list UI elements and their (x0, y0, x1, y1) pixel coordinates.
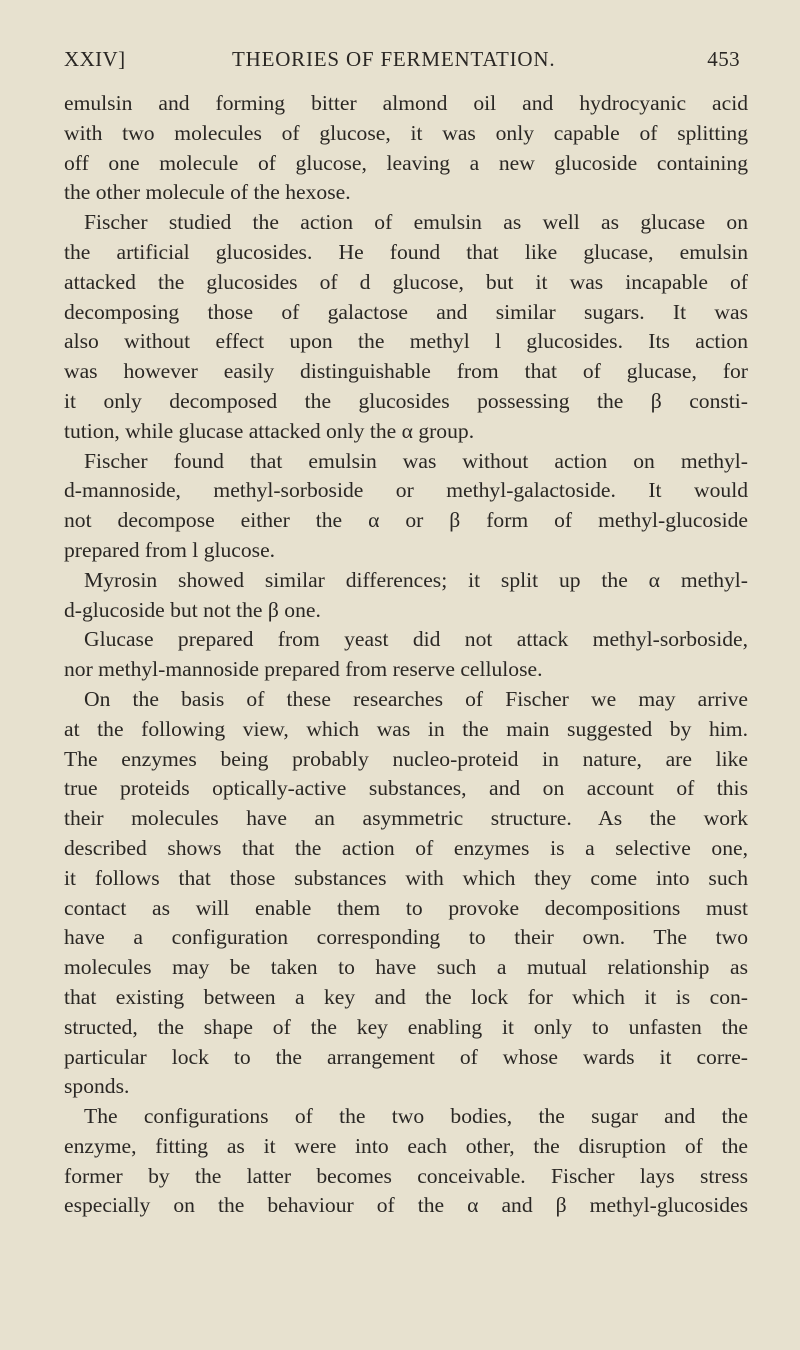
text-line: molecules may be taken to have such a mutual relationship as (64, 955, 748, 980)
text-line: enzyme, fitting as it were into each other, the disruption of the (64, 1133, 748, 1158)
text-line: nor methyl-mannoside prepared from reserve cellulose. (64, 657, 543, 682)
text-line: was however easily distinguishable from that of glucase, for (64, 359, 748, 384)
text-line: Fischer studied the action of emulsin as well as glucase on (84, 210, 748, 235)
text-line: emulsin and forming bitter almond oil and hydrocyanic acid (64, 91, 748, 115)
text-line: contact as will enable them to provoke decompositions must (64, 895, 748, 920)
text-line: true proteids optically-active substances, and on account of this (64, 776, 748, 801)
text-line: Myrosin showed similar differences; it split up the α methyl- (84, 567, 748, 592)
text-line: sponds. (64, 1074, 130, 1099)
text-line: attacked the glucosides of d glucose, but it was incapable of (64, 269, 748, 294)
text-line: with two molecules of glucose, it was only capable of splitting (64, 120, 748, 145)
text-line: the artificial glucosides. He found that like glucase, emulsin (64, 239, 748, 264)
chapter-number: XXIV] (64, 47, 126, 71)
text-line: especially on the behaviour of the α and β methyl-glucosides (64, 1193, 748, 1218)
text-line: d-mannoside, methyl-sorboside or methyl-galactoside. It would (64, 478, 748, 503)
text-line: Glucase prepared from yeast did not attack methyl-sorboside, (84, 627, 748, 652)
text-line: particular lock to the arrangement of whose wards it corre- (64, 1044, 748, 1069)
text-line: former by the latter becomes conceivable. Fischer lays stress (64, 1163, 748, 1188)
text-line: decomposing those of galactose and similar sugars. It was (64, 299, 748, 324)
running-head (64, 47, 740, 77)
text-line: the other molecule of the hexose. (64, 180, 351, 205)
body-text (64, 89, 748, 1221)
text-line: their molecules have an asymmetric structure. As the work (64, 806, 748, 831)
text-line: tution, while glucase attacked only the α group. (64, 418, 475, 443)
text-line: structed, the shape of the key enabling it only to unfasten the (64, 1014, 748, 1039)
text-line: it only decomposed the glucosides possessing the β consti- (64, 388, 748, 413)
text-line: that existing between a key and the lock for which it is con- (64, 984, 748, 1009)
text-line: it follows that those substances with which they come into such (64, 865, 748, 890)
text-line: off one molecule of glucose, leaving a new glucoside containing (64, 150, 748, 175)
text-line: On the basis of these researches of Fischer we may arrive (84, 686, 748, 711)
text-line: prepared from l glucose. (64, 537, 276, 562)
running-title: THEORIES OF FERMENTATION. (232, 47, 556, 71)
text-line: d-glucoside but not the β one. (64, 597, 321, 622)
page-number: 453 (707, 47, 740, 71)
text-line: have a configuration corresponding to their own. The two (64, 925, 748, 950)
text-line: The enzymes being probably nucleo-proteid in nature, are like (64, 746, 748, 771)
text-line: not decompose either the α or β form of methyl-glucoside (64, 508, 748, 533)
text-line: at the following view, which was in the main suggested by him. (64, 716, 748, 741)
text-line: described shows that the action of enzymes is a selective one, (64, 835, 748, 860)
text-line: also without effect upon the methyl l glucosides. Its action (64, 329, 748, 354)
text-line: The configurations of the two bodies, the sugar and the (84, 1104, 748, 1129)
text-line: Fischer found that emulsin was without action on methyl- (84, 448, 748, 473)
